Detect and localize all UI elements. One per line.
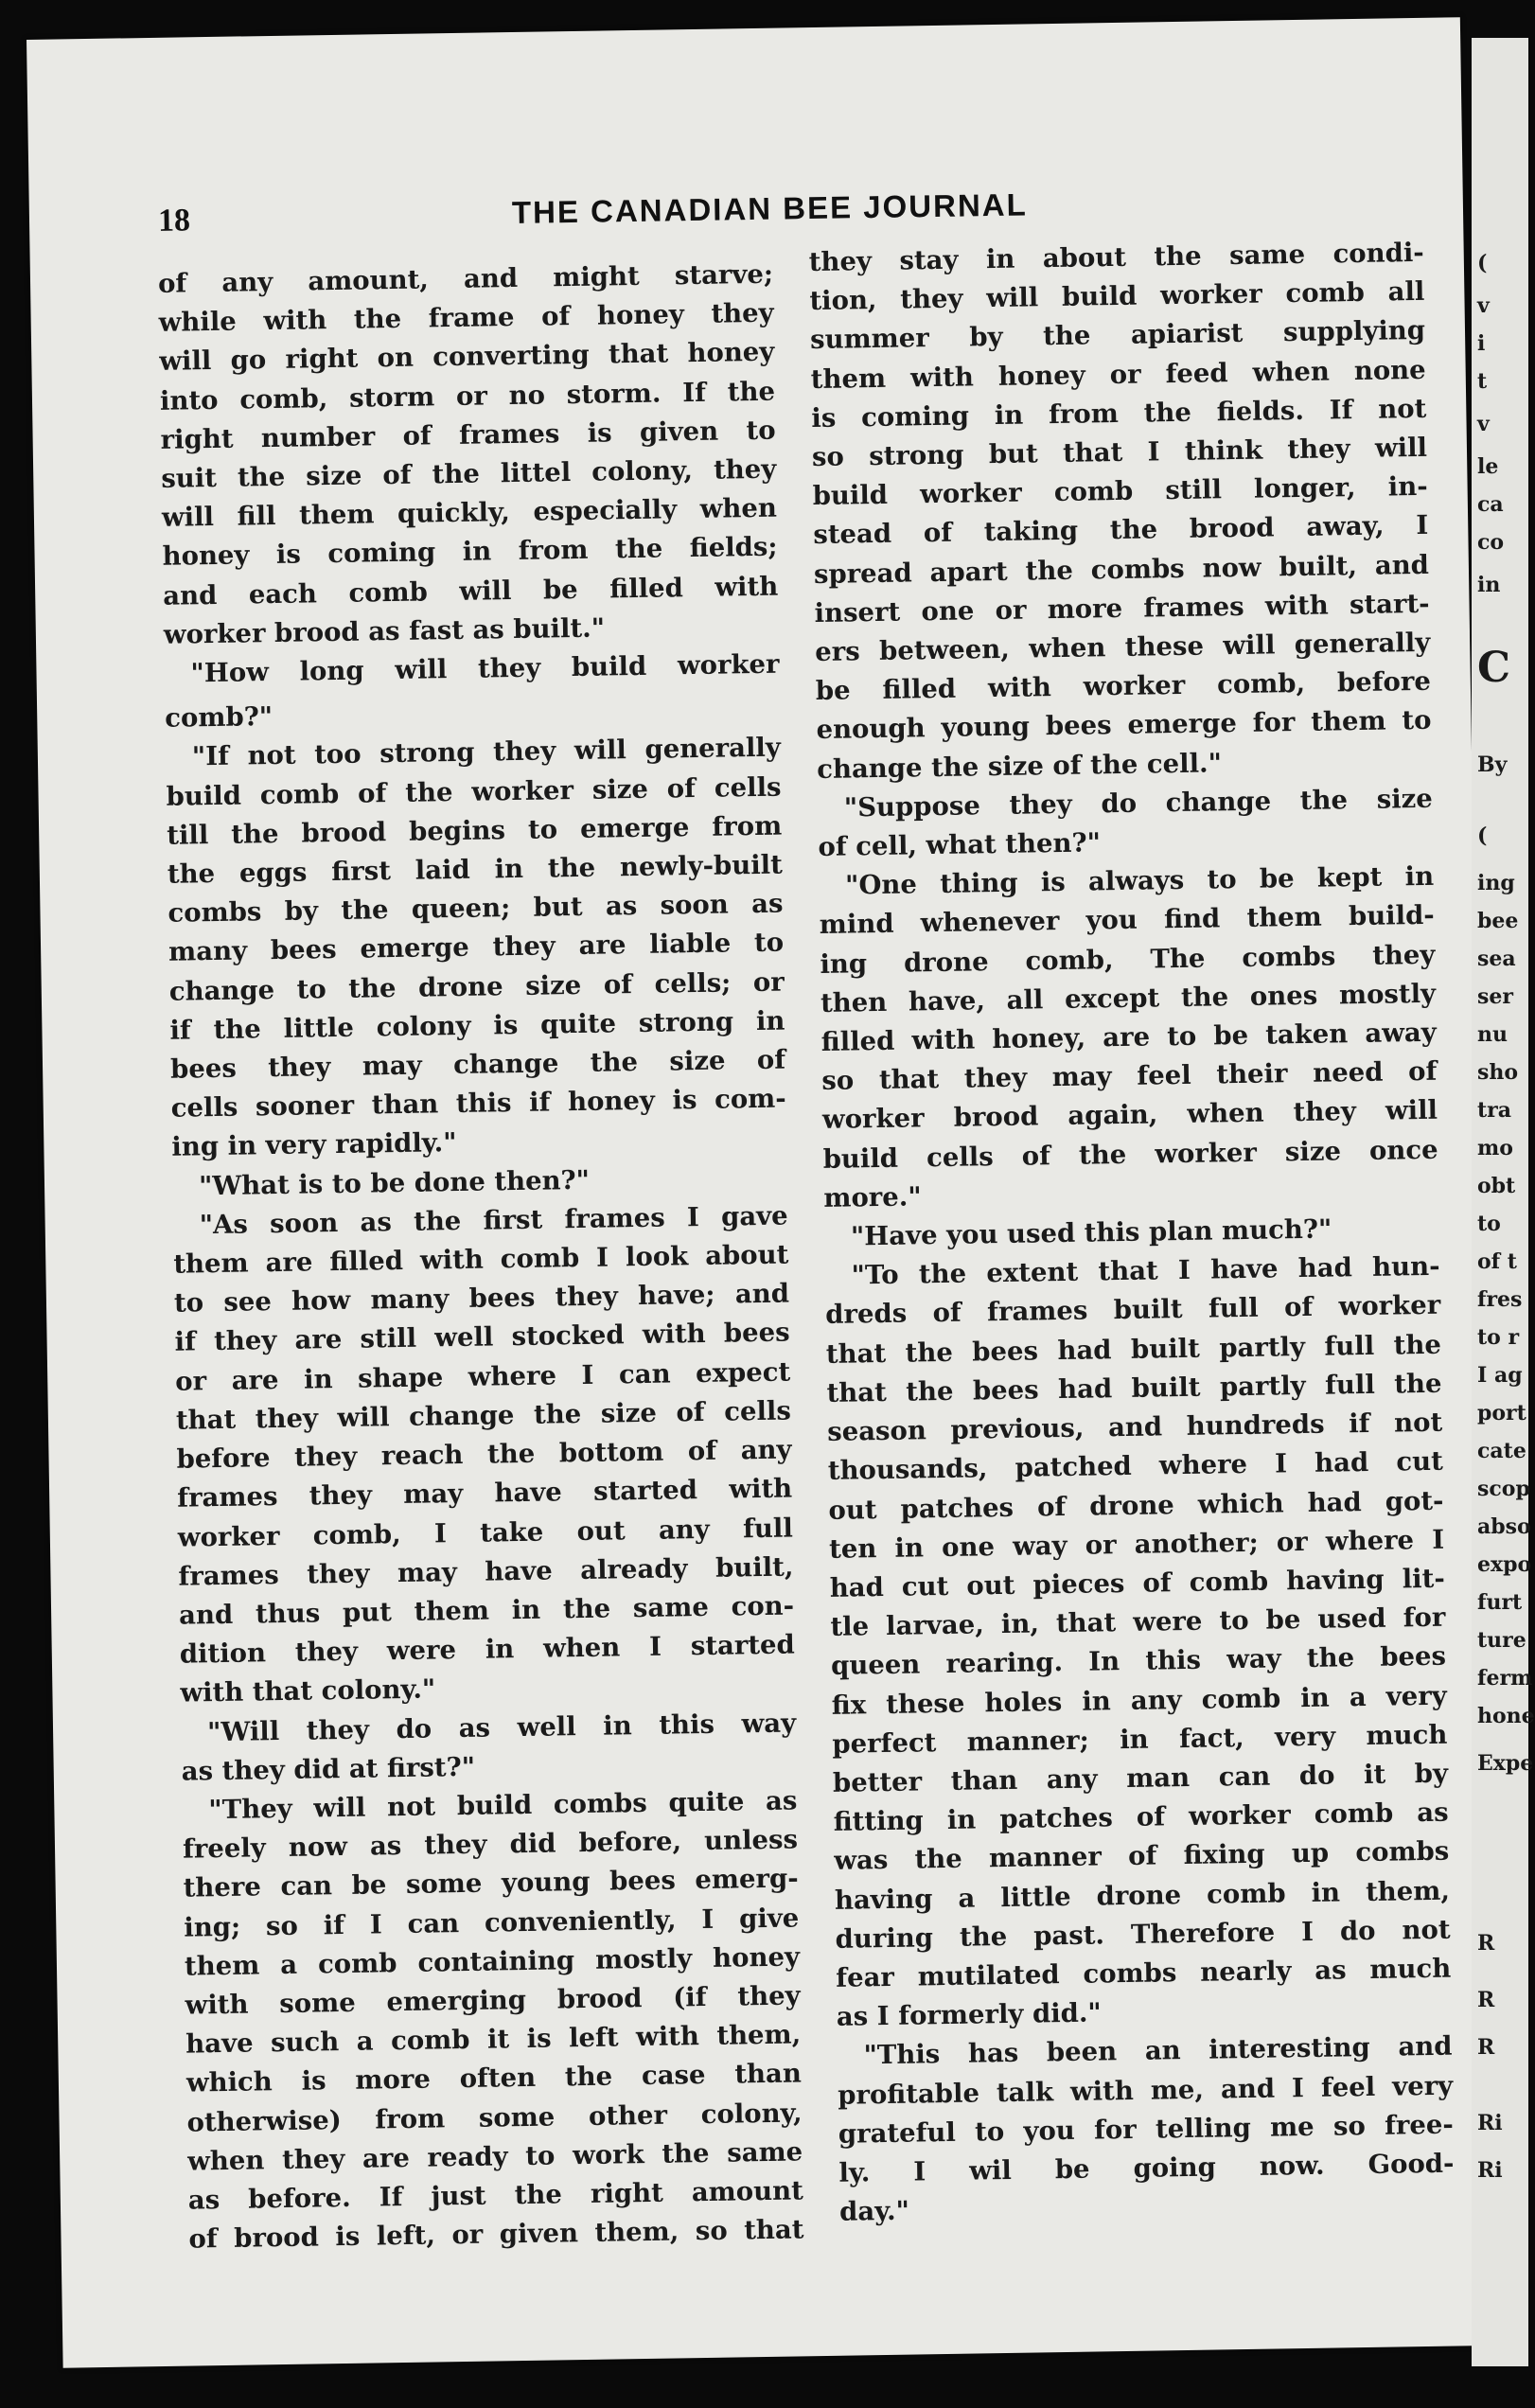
text-line: "Have you used this plan much?" — [850, 1213, 1332, 1252]
text-line: "One thing is always to be kept in — [844, 861, 1435, 901]
text-line: "Suppose they do change the size — [843, 783, 1434, 823]
text-line: as I formerly did." — [836, 1997, 1103, 2032]
text-line: summer by the apiarist supplying — [809, 315, 1426, 356]
text-line: if the little colony is quite strong in — [169, 1005, 785, 1046]
text-line: "Will they do as well in this way — [206, 1707, 797, 1747]
text-line: build comb of the worker size of cells — [166, 771, 782, 812]
text-line: change the size of the cell." — [816, 747, 1223, 785]
strip-fragment: ca — [1477, 492, 1504, 517]
text-line: better than any man can do it by — [832, 1758, 1449, 1798]
text-line: perfect manner; in fact, very much — [832, 1719, 1448, 1760]
text-line: combs by the queen; but as soon as — [168, 888, 784, 930]
text-line: ly. I wil be going now. Good- — [838, 2148, 1455, 2188]
strip-fragment: I ag — [1477, 1363, 1523, 1388]
strip-fragment: fres — [1477, 1287, 1523, 1312]
strip-fragment: By — [1477, 752, 1508, 777]
text-line: with some emerging brood (if they — [185, 1980, 801, 2021]
text-line: when they are ready to work the same — [186, 2136, 803, 2177]
strip-fragment: mo — [1477, 1136, 1513, 1160]
text-line: tion, they will build worker comb all — [809, 276, 1425, 317]
text-line: season previous, and hundreds if not — [826, 1407, 1443, 1447]
strip-fragment: ture — [1477, 1628, 1526, 1653]
strip-fragment: of t — [1477, 1249, 1517, 1274]
text-line: as they did at first?" — [181, 1751, 476, 1787]
strip-fragment: scop — [1477, 1477, 1530, 1501]
running-title: THE CANADIAN BEE JOURNAL — [511, 186, 1029, 230]
strip-fragment: to r — [1477, 1325, 1520, 1350]
text-line: suit the size of the littel colony, they — [161, 453, 777, 494]
strip-fragment: nu — [1477, 1022, 1508, 1047]
strip-fragment: R — [1477, 1931, 1495, 1956]
text-line: freely now as they did before, unless — [182, 1824, 799, 1865]
text-line: profitable talk with me, and I feel very — [837, 2070, 1454, 2111]
text-line: bees they may change the size of — [169, 1044, 786, 1085]
text-line: "As soon as the first frames I gave — [199, 1200, 788, 1241]
strip-fragment: furt — [1477, 1590, 1523, 1615]
text-line: ing in very rapidly." — [171, 1127, 457, 1163]
strip-fragment: le — [1477, 454, 1499, 479]
text-line: them are filled with comb I look about — [173, 1239, 789, 1280]
text-line: more." — [823, 1181, 922, 1213]
text-line: will fill them quickly, especially when — [161, 492, 778, 534]
text-line: and each comb will be filled with — [162, 571, 779, 611]
text-line: that the bees had built partly full the — [825, 1329, 1442, 1370]
text-line: cells sooner than this if honey is com- — [170, 1083, 786, 1124]
strip-fragment: obt — [1477, 1174, 1516, 1198]
text-line: into comb, storm or no storm. If the — [159, 376, 776, 416]
text-line: or are in shape where I can expect — [175, 1356, 791, 1397]
strip-fragment: ( — [1477, 251, 1488, 275]
strip-fragment: bee — [1477, 909, 1519, 933]
text-line: ten in one way or another; or where I — [828, 1524, 1445, 1565]
text-line: queen rearing. In this way the bees — [830, 1640, 1447, 1682]
strip-fragment: expo — [1477, 1552, 1532, 1577]
text-line: with that colony." — [180, 1673, 436, 1709]
text-line: and thus put them in the same con- — [178, 1590, 795, 1631]
text-line: filled with honey, are to be taken away — [820, 1017, 1437, 1058]
text-line: had cut out pieces of comb having lit- — [829, 1563, 1445, 1603]
text-line: before they reach the bottom of any — [176, 1434, 792, 1475]
text-line: of brood is left, or given them, so that — [188, 2214, 804, 2255]
strip-fragment: C — [1477, 644, 1511, 692]
strip-fragment: i — [1477, 331, 1486, 356]
text-line: "To the extent that I have had hun- — [851, 1250, 1440, 1291]
next-page-edge — [1472, 38, 1535, 2366]
strip-fragment: Ri — [1477, 2158, 1503, 2183]
strip-fragment: in — [1477, 573, 1501, 597]
text-line: "They will not build combs quite as — [208, 1785, 798, 1826]
text-line: build worker comb still longer, in- — [812, 471, 1428, 512]
text-line: "What is to be done then?" — [198, 1164, 591, 1201]
text-line: "This has been an interesting and — [863, 2030, 1453, 2071]
strip-fragment: Expe — [1477, 1751, 1534, 1776]
text-line: which is more often the case than — [185, 2058, 803, 2098]
text-line: of cell, what then?" — [818, 827, 1102, 863]
text-line: otherwise) from some other colony, — [186, 2097, 803, 2138]
strip-fragment: sho — [1477, 1060, 1519, 1085]
text-line: have such a comb it is left with them, — [185, 2019, 802, 2060]
text-line: while with the frame of honey they — [158, 297, 774, 339]
text-line: "How long will they build worker — [190, 648, 780, 689]
strip-fragment: R — [1477, 2035, 1495, 2060]
text-line: dreds of frames built full of worker — [825, 1290, 1441, 1331]
text-line: worker brood as fast as built." — [163, 612, 606, 650]
text-line: enough young bees emerge for them to — [816, 705, 1432, 746]
text-line: frames they may have started with — [176, 1473, 793, 1514]
text-line: them with honey or feed when none — [810, 354, 1426, 395]
text-line: during the past. Therefore I do not — [835, 1914, 1451, 1955]
text-line: will go right on converting that honey — [159, 337, 775, 378]
strip-fragment: port — [1477, 1401, 1526, 1425]
strip-fragment: ing — [1477, 871, 1515, 895]
text-line: spread apart the combs now built, and — [813, 549, 1430, 590]
text-line: worker brood again, when they will — [821, 1095, 1438, 1136]
text-line: build cells of the worker size once — [822, 1134, 1438, 1175]
text-line: change to the drone size of cells; or — [168, 966, 785, 1007]
text-line: comb?" — [165, 701, 273, 735]
text-line: they stay in about the same condi- — [808, 237, 1424, 278]
strip-fragment: sea — [1477, 947, 1516, 971]
text-line: if they are still well stocked with bees — [174, 1317, 790, 1358]
right-text-column — [808, 234, 1455, 2232]
text-line: right number of frames is given to — [160, 415, 776, 455]
strip-fragment: v — [1477, 412, 1490, 436]
text-line: them a comb containing mostly honey — [184, 1941, 801, 1982]
text-line: having a little drone comb in them, — [834, 1875, 1451, 1916]
text-line: honey is coming in from the fields; — [162, 532, 778, 573]
text-line: so that they may feel their need of — [821, 1055, 1438, 1097]
text-line: fear mutilated combs nearly as much — [836, 1953, 1452, 1993]
text-line: ing; so if I can conveniently, I give — [184, 1902, 800, 1943]
text-line: of any amount, and might starve; — [157, 258, 774, 299]
text-line: that the bees had built partly full the — [826, 1368, 1442, 1408]
text-line: dition they were in when I started — [179, 1629, 795, 1670]
text-line: tle larvae, in, that were to be used for — [830, 1602, 1446, 1642]
text-line: frames they may have already built, — [178, 1551, 794, 1592]
strip-fragment: hone — [1477, 1704, 1535, 1728]
page-number: 18 — [157, 203, 191, 239]
strip-fragment: t — [1477, 369, 1488, 394]
text-line: ing drone comb, The combs they — [820, 939, 1436, 980]
text-line: day." — [838, 2195, 910, 2227]
text-line: to see how many bees they have; and — [173, 1278, 790, 1319]
strip-fragment: cate — [1477, 1439, 1526, 1463]
strip-fragment: tra — [1477, 1098, 1512, 1123]
strip-fragment: abso — [1477, 1514, 1531, 1539]
text-line: was the manner of fixing up combs — [834, 1835, 1450, 1877]
text-line: stead of taking the brood away, I — [813, 510, 1429, 551]
strip-fragment: ser — [1477, 984, 1513, 1009]
text-line: insert one or more frames with start- — [814, 588, 1430, 629]
text-line: that they will change the size of cells — [175, 1395, 792, 1436]
text-line: mind whenever you find them build- — [819, 900, 1435, 941]
strip-fragment: R — [1477, 1988, 1495, 2012]
text-line: there can be some young bees emerg- — [183, 1863, 799, 1903]
strip-fragment: Ri — [1477, 2111, 1503, 2135]
text-line: grateful to you for telling me so free- — [838, 2109, 1455, 2150]
text-line: many bees emerge they are liable to — [168, 928, 785, 968]
text-line: is coming in from the fields. If not — [811, 393, 1427, 434]
text-line: "If not too strong they will generally — [191, 733, 782, 772]
text-line: so strong but that I think they will — [811, 432, 1428, 473]
left-text-column — [158, 256, 804, 2259]
text-line: fix these holes in any comb in a very — [831, 1680, 1447, 1721]
text-line: then have, all except the ones mostly — [820, 978, 1437, 1018]
text-line: out patches of drone which had got- — [828, 1485, 1444, 1526]
text-line: fitting in patches of worker comb as — [833, 1797, 1449, 1837]
strip-fragment: ferm — [1477, 1666, 1533, 1691]
text-line: thousands, patched where I had cut — [827, 1445, 1444, 1487]
strip-fragment: co — [1477, 530, 1505, 555]
text-line: till the brood begins to emerge from — [166, 810, 783, 851]
text-line: as before. If just the right amount — [187, 2175, 804, 2216]
strip-fragment: ( — [1477, 823, 1488, 848]
text-line: the eggs first laid in the newly-built — [167, 849, 784, 890]
strip-fragment: to — [1477, 1212, 1501, 1236]
text-line: be filled with worker comb, before — [815, 666, 1432, 707]
strip-fragment: v — [1477, 293, 1490, 318]
text-line: ers between, when these will generally — [815, 627, 1431, 668]
text-line: worker comb, I take out any full — [177, 1512, 794, 1553]
